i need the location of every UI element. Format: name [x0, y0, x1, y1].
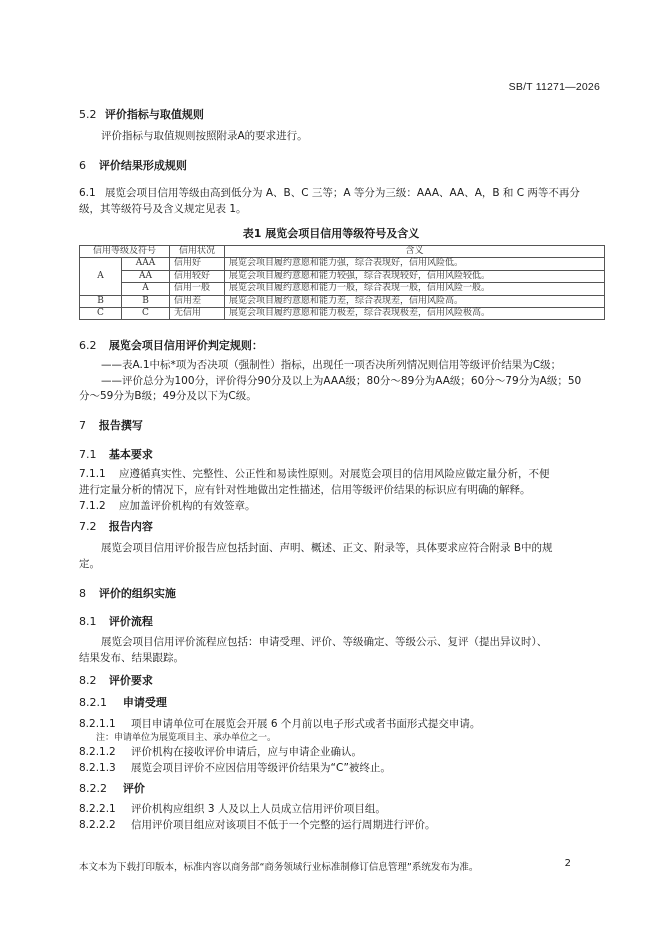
section-7-2-line2: 定。 — [79, 558, 100, 570]
section-number: 8.2.1.3 — [79, 762, 116, 774]
paragraph-text: 项目申请单位可在展览会开展 6 个月前以电子形式或者书面形式提交申请。 — [131, 718, 481, 730]
section-7-2-line1: 展览会项目信用评价报告应包括封面、声明、概述、正文、附录等，具体要求应符合附录 B中的规 — [101, 542, 553, 554]
paragraph-text: 展览会项目评价不应因信用等级评价结果为“C”被终止。 — [131, 762, 391, 774]
section-number: 7.2 — [79, 520, 97, 533]
section-number: 8.1 — [79, 615, 97, 628]
grade-cell-c: C — [80, 308, 122, 320]
standard-code: SB/T 11271—2026 — [508, 81, 600, 93]
section-8-1-heading — [79, 613, 153, 629]
table-caption: 表1 展览会项目信用等级符号及含义 — [242, 227, 420, 240]
section-6-1-line2: 级，其等级符号及含义规定见表 1。 — [79, 203, 247, 215]
header-meaning: 含义 — [225, 246, 605, 258]
section-5-2-heading — [79, 106, 204, 122]
section-8-2-heading — [79, 672, 153, 688]
section-7-heading — [79, 417, 143, 433]
section-number: 8.2.1.2 — [79, 746, 116, 758]
rule-2-line1: ——评价总分为100分，评价得分90分及以上为AAA级；80分～89分为AA级；60分～79分为A级；50 — [101, 375, 582, 387]
meaning-cell: 展览会项目履约意愿和能力一般，综合表现一般，信用风险一般。 — [225, 283, 605, 295]
status-cell: 信用一般 — [170, 283, 225, 295]
table-row — [80, 295, 605, 307]
section-7-1-1-line2: 进行定量分析的情况下，应有针对性地做出定性描述，信用等级评价结果的标识应有明确的解释。 — [79, 484, 531, 496]
symbol-cell: A — [122, 283, 170, 295]
section-number: 7 — [79, 419, 86, 432]
section-title: 展览会项目信用评价判定规则： — [108, 339, 263, 352]
section-title: 评价的组织实施 — [98, 587, 176, 600]
grade-cell-a: A — [80, 258, 122, 295]
section-number: 5.2 — [79, 108, 97, 121]
meaning-cell: 展览会项目履约意愿和能力较强，综合表现较好，信用风险较低。 — [225, 270, 605, 282]
section-8-2-1-2 — [79, 744, 362, 760]
table-header-row — [80, 246, 605, 258]
section-title: 评价流程 — [108, 615, 153, 628]
section-number: 6.2 — [79, 339, 97, 352]
section-number: 8.2.1.1 — [79, 718, 116, 730]
section-title: 评价 — [122, 782, 145, 795]
section-title: 基本要求 — [108, 448, 153, 461]
grade-cell-b: B — [80, 295, 122, 307]
paragraph-text: 评价机构应组织 3 人及以上人员成立信用评价项目组。 — [131, 803, 386, 815]
section-8-2-2-2 — [79, 817, 436, 833]
section-7-1-heading — [79, 446, 153, 462]
table-row — [80, 308, 605, 320]
section-8-1-line1: 展览会项目信用评价流程应包括：申请受理、评价、等级确定、等级公示、复评（提出异议时）、 — [101, 636, 548, 648]
section-6-2-heading — [79, 337, 263, 353]
section-number: 6.1 — [79, 187, 96, 199]
section-number: 7.1 — [79, 448, 97, 461]
section-title: 评价要求 — [108, 674, 153, 687]
meaning-cell: 展览会项目履约意愿和能力极差，综合表现极差，信用风险极高。 — [225, 308, 605, 320]
section-title: 申请受理 — [122, 696, 167, 709]
page-number: 2 — [564, 858, 571, 869]
paragraph-text: 应遵循真实性、完整性、公正性和易读性原则。对展览会项目的信用风险应做定量分析，不便 — [119, 468, 550, 480]
paragraph-text: 应加盖评价机构的有效签章。 — [119, 500, 256, 512]
section-title: 评价结果形成规则 — [98, 159, 187, 172]
section-number: 7.1.1 — [79, 468, 106, 480]
table-row — [80, 283, 605, 295]
section-7-1-2 — [79, 498, 256, 514]
status-cell: 信用好 — [170, 258, 225, 270]
section-8-heading — [79, 585, 176, 601]
meaning-cell: 展览会项目履约意愿和能力强，综合表现好，信用风险低。 — [225, 258, 605, 270]
section-title: 报告内容 — [108, 520, 153, 533]
section-8-2-1-3 — [79, 760, 391, 776]
symbol-cell: AAA — [122, 258, 170, 270]
section-number: 8.2.1 — [79, 696, 107, 709]
section-6-heading — [79, 157, 187, 173]
table-row — [80, 258, 605, 270]
rule-2-line2: 分～59分为B级；49分及以下为C级。 — [79, 390, 257, 402]
status-cell: 信用差 — [170, 295, 225, 307]
section-title: 评价指标与取值规则 — [104, 108, 204, 121]
status-cell: 无信用 — [170, 308, 225, 320]
symbol-cell: B — [122, 295, 170, 307]
section-5-2-text: 评价指标与取值规则按照附录A的要求进行。 — [101, 130, 308, 142]
section-number: 8.2.2.1 — [79, 803, 116, 815]
meaning-cell: 展览会项目履约意愿和能力差，综合表现差，信用风险高。 — [225, 295, 605, 307]
section-number: 8.2.2.2 — [79, 819, 116, 831]
footer-note: 本文本为下载打印版本，标准内容以商务部“商务领域行业标准制修订信息管理”系统发布为准。 — [79, 862, 479, 873]
header-status: 信用状况 — [170, 246, 225, 258]
section-number: 6 — [79, 159, 86, 172]
section-number: 8 — [79, 587, 86, 600]
paragraph-text: 信用评价项目组应对该项目不低于一个完整的运行周期进行评价。 — [131, 819, 436, 831]
paragraph-text: 评价机构在接收评价申请后，应与申请企业确认。 — [131, 746, 362, 758]
symbol-cell: C — [122, 308, 170, 320]
status-cell: 信用较好 — [170, 270, 225, 282]
section-number: 8.2 — [79, 674, 97, 687]
section-8-2-1-heading — [79, 694, 167, 710]
section-8-2-2-heading — [79, 780, 145, 796]
section-7-1-1-line1 — [79, 466, 550, 482]
credit-grade-table — [79, 245, 605, 320]
section-8-2-2-1 — [79, 801, 386, 817]
section-6-1-line1 — [79, 185, 580, 201]
section-8-1-line2: 结果发布、结果跟踪。 — [79, 652, 184, 664]
paragraph-text: 展览会项目信用等级由高到低分为 A、B、C 三等；A 等分为三级：AAA、AA、A，B 和 C 两等不再分 — [105, 187, 580, 199]
table-row — [80, 270, 605, 282]
rule-1: ——表A.1中标*项为否决项（强制性）指标，出现任一项否决所列情况则信用等级评价结果为C级； — [101, 359, 562, 371]
section-number: 7.1.2 — [79, 500, 106, 512]
note: 注：申请单位为展览项目主、承办单位之一。 — [96, 733, 277, 743]
header-grade: 信用等级及符号 — [80, 246, 170, 258]
section-7-2-heading — [79, 518, 153, 534]
section-title: 报告撰写 — [98, 419, 143, 432]
symbol-cell: AA — [122, 270, 170, 282]
section-number: 8.2.2 — [79, 782, 107, 795]
section-8-2-1-1 — [79, 716, 480, 732]
